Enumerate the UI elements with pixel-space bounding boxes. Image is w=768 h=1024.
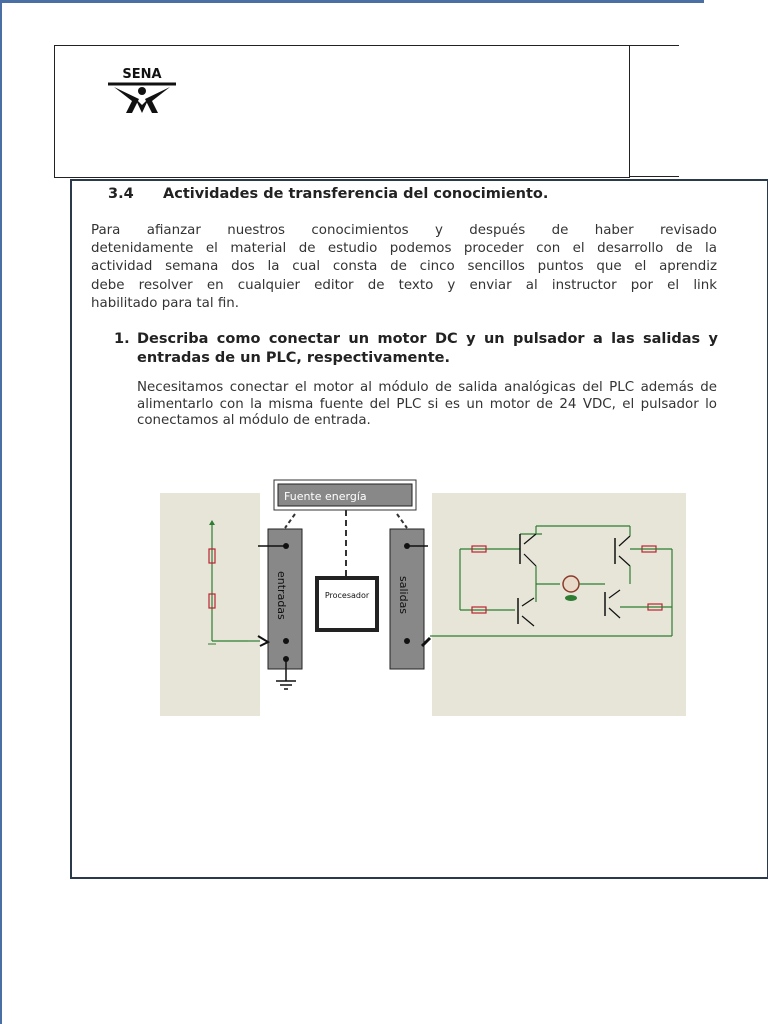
dc-motor xyxy=(563,576,579,592)
question-text: Describa como conectar un motor DC y un pulsador a las salidas y entradas de un PLC, respectivamente. xyxy=(137,331,718,366)
intro-line-4: debe resolver en cualquier editor de texto y enviar al instructor por el link xyxy=(91,277,717,293)
section-heading xyxy=(108,186,548,202)
intro-line-1: Para afianzar nuestros conocimientos y después de haber revisado xyxy=(91,223,717,238)
top-border-line xyxy=(0,0,704,3)
section-title: Actividades de transferencia del conocimiento. xyxy=(163,186,549,202)
plc-wiring-diagram xyxy=(160,476,686,716)
document-header xyxy=(54,45,679,178)
header-right-cell-bottom xyxy=(629,176,679,177)
processor-box xyxy=(319,580,375,628)
answer-paragraph: Necesitamos conectar el motor al módulo de salida analógicas del PLC además de alimentarlo con la misma fuente del PLC si es un motor de 24 VDC, el pulsador lo conectamos al módulo de entrada. xyxy=(137,380,717,428)
processor-label: Procesador xyxy=(324,591,370,600)
sena-logo xyxy=(102,65,182,115)
intro-paragraph xyxy=(91,222,717,313)
output-module-label: salidas xyxy=(397,576,410,615)
power-supply-label: Fuente energía xyxy=(284,490,367,503)
motor-ground xyxy=(565,595,577,601)
header-right-cell-top xyxy=(629,45,679,46)
question-heading xyxy=(114,330,718,367)
left-border-line xyxy=(0,0,2,1024)
intro-line-5: habilitado para tal fin. xyxy=(91,295,240,311)
question-number: 1. xyxy=(114,331,130,347)
input-module-label: entradas xyxy=(275,571,288,620)
intro-line-2: detenidamente el material de estudio podemos proceder con el desarrollo de la xyxy=(91,241,717,257)
section-number: 3.4 xyxy=(108,186,134,202)
sena-logo-text: SENA xyxy=(122,67,162,82)
intro-line-3: actividad semana dos la cual consta de cinco sencillos puntos que el aprendiz xyxy=(91,259,717,275)
